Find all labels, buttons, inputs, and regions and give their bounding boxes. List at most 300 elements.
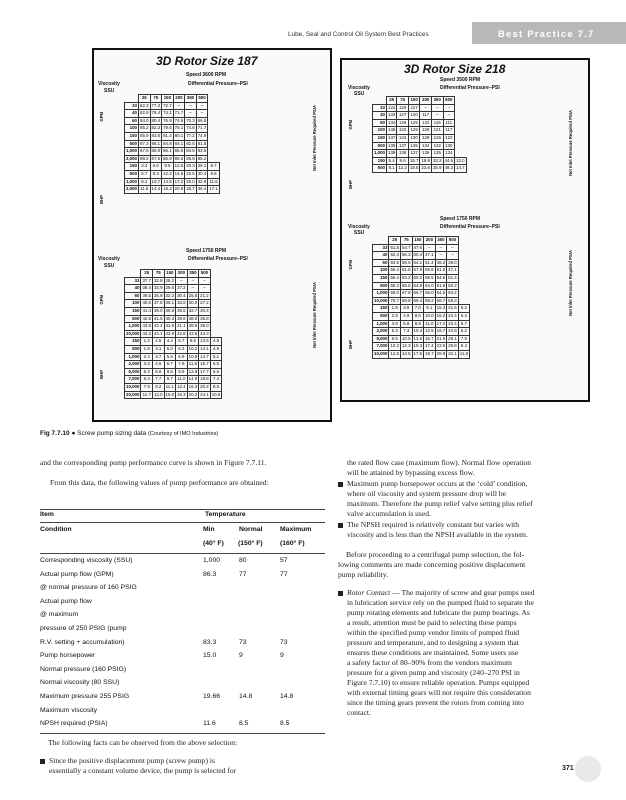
gpm-value-cell: 74.9 xyxy=(196,132,208,140)
bhp-value-cell: 7.7 xyxy=(152,376,164,384)
gpm-value-cell: – xyxy=(199,285,211,293)
row-max: 8.5 xyxy=(280,720,290,728)
pressure-col-header: 25 xyxy=(141,270,153,278)
gpm-value-cell: 39.6 xyxy=(176,315,188,323)
viscosity-cell: 150 xyxy=(373,157,387,165)
bhp-value-cell: 23.4 xyxy=(447,320,459,328)
gpm-value-cell: 42.8 xyxy=(141,315,153,323)
performance-row xyxy=(40,625,325,635)
gpm-row xyxy=(125,125,220,133)
bhp-value-cell: 11.8 xyxy=(187,361,199,369)
gpm-value-cell: 64.0 xyxy=(424,282,436,290)
gpm-row xyxy=(373,297,470,305)
viscosity-cell: 1,000 xyxy=(373,320,389,328)
gpm-value-cell: 37.8 xyxy=(152,300,164,308)
gpm-value-cell: 88.2 xyxy=(139,155,151,163)
table-top-rule xyxy=(40,509,325,510)
gpm-value-cell: 71.7 xyxy=(173,110,185,118)
gpm-value-cell: 36.8 xyxy=(164,307,176,315)
gpm-value-cell: 58.5 xyxy=(424,274,436,282)
gpm-value-cell: 86.1 xyxy=(150,140,162,148)
bhp-value-cell: 16.3 xyxy=(176,391,188,399)
gpm-value-cell: 72.7 xyxy=(162,102,174,110)
rotor-187-table-1750 xyxy=(124,269,222,399)
bhp-value-cell: 11.1 xyxy=(164,383,176,391)
gpm-value-cell: 127 xyxy=(397,112,409,120)
gpm-value-cell: 43.5 xyxy=(187,330,199,338)
bhp-value-cell: 4.4 xyxy=(164,338,176,346)
bhp-value-cell: 7.9 xyxy=(176,361,188,369)
gpm-value-cell: 82.3 xyxy=(150,125,162,133)
pressure-col-header: 25 xyxy=(389,237,401,245)
viscosity-cell: 60 xyxy=(373,119,387,127)
gpm-value-cell: 85.2 xyxy=(196,155,208,163)
bhp-value-cell: 32.1 xyxy=(447,350,459,358)
row-label: NPSH required (PSIA) xyxy=(40,720,108,728)
row-label: Actual pump flow (GPM) xyxy=(40,570,114,578)
bhp-value-cell: 15.7 xyxy=(408,157,420,165)
table-header-row xyxy=(125,270,222,278)
gpm-value-cell: 85.2 xyxy=(139,125,151,133)
table-bottom-rule xyxy=(40,733,325,734)
row-label: Maximum pressure 255 PSIG xyxy=(40,693,130,700)
viscosity-cell: 1,000 xyxy=(373,150,387,158)
row-max: 9 xyxy=(280,652,284,660)
page-number-badge xyxy=(575,756,601,782)
viscosity-cell: 2,000 xyxy=(125,155,139,163)
viscosity-cell: 500 xyxy=(373,165,387,173)
head-max-temp: (160° F) xyxy=(280,540,305,547)
row-normal: 14.8 xyxy=(239,693,253,700)
bhp-value-cell: 9.6 xyxy=(397,157,409,165)
gpm-value-cell: 38.0 xyxy=(187,315,199,323)
bhp-value-cell: 15.3 xyxy=(435,305,447,313)
bhp-value-cell: 6.3 xyxy=(176,345,188,353)
bhp-value-cell: 14.6 xyxy=(162,178,174,186)
bhp-value-cell: 17.2 xyxy=(173,178,185,186)
gpm-value-cell: 28.2 xyxy=(164,277,176,285)
gpm-value-cell: 44.1 xyxy=(152,330,164,338)
table-head-row-2 xyxy=(40,526,325,536)
gpm-row xyxy=(373,104,467,112)
running-header: Lube, Seal and Control Oil System Best Practices xyxy=(288,31,429,38)
bhp-value-cell: 14.1 xyxy=(199,345,211,353)
bhp-value-cell: 15.3 xyxy=(412,343,424,351)
bhp-value-cell: 5.0 xyxy=(164,345,176,353)
gpm-value-cell: 61.9 xyxy=(435,282,447,290)
viscosity-cell: 500 xyxy=(373,282,389,290)
head-normal: Normal xyxy=(239,526,263,533)
caption-source: (Courtesy of IMO Industries) xyxy=(148,431,219,437)
head-maximum: Maximum xyxy=(280,526,312,533)
bhp-value-cell: 11.0 xyxy=(424,320,436,328)
npsh-cell: 4.8 xyxy=(210,338,222,346)
gpm-value-cell: 71.7 xyxy=(196,125,208,133)
bhp-value-cell: 3.4 xyxy=(139,163,151,171)
bullet-4-term: Rotor Contact xyxy=(347,588,391,597)
bullet-4-line-5: within the specified pump vendor limits of pumped fluid xyxy=(347,628,520,637)
gpm-value-cell: 54.6 xyxy=(435,274,447,282)
gpm-value-cell: 137 xyxy=(408,150,420,158)
bhp-value-cell: 10.2 xyxy=(187,345,199,353)
bhp-value-cell: 17.2 xyxy=(435,320,447,328)
bhp-value-cell: 19.8 xyxy=(420,157,432,165)
npsh-cell: 5.4 xyxy=(458,312,469,320)
bullet-2-line-4: valve accumulation is used. xyxy=(347,509,431,518)
gpm-value-cell: 67.8 xyxy=(400,290,412,298)
viscosity-cell: 500 xyxy=(125,140,139,148)
gpm-value-cell: 43.3 xyxy=(199,330,211,338)
bullet-marker xyxy=(338,591,343,596)
bhp-row xyxy=(373,335,470,343)
bhp-value-cell: 18.3 xyxy=(162,186,174,194)
gpm-value-cell: 42.4 xyxy=(152,323,164,331)
gpm-value-cell: 41.4 xyxy=(141,307,153,315)
gpm-value-cell: 61.5 xyxy=(389,244,401,252)
viscosity-cell: 500 xyxy=(125,345,141,353)
row-min: 11.6 xyxy=(203,720,216,728)
bhp-value-cell: 3.9 xyxy=(400,305,412,313)
rotor-218-table-1750 xyxy=(372,236,470,359)
gpm-row xyxy=(373,112,467,120)
bullet-marker xyxy=(40,759,45,764)
viscosity-cell: 33 xyxy=(125,102,139,110)
row-normal: 8.5 xyxy=(239,720,249,728)
bullet-2-line-1 xyxy=(338,479,527,489)
gpm-value-cell: 81.8 xyxy=(196,140,208,148)
bhp-value-cell: 23.6 xyxy=(420,165,432,173)
bhp-value-cell: 3.1 xyxy=(152,345,164,353)
row-min: 15.0 xyxy=(203,652,217,660)
page-number: 371 xyxy=(562,765,574,772)
bhp-row xyxy=(125,353,222,361)
row-min: 1,000 xyxy=(203,557,221,564)
gpm-value-cell: 81.4 xyxy=(162,132,174,140)
gpm-label-4: GPM xyxy=(348,260,353,270)
gpm-row xyxy=(125,277,222,285)
gpm-value-cell: 35.9 xyxy=(152,292,164,300)
bhp-value-cell: 28.1 xyxy=(447,335,459,343)
bullet-4-line-2: in lubrication service rely on the pumped fluid to separate the xyxy=(347,598,534,607)
gpm-value-cell: 126 xyxy=(420,127,432,135)
viscosity-cell: 7,000 xyxy=(373,343,389,351)
rotor-218-panel xyxy=(340,58,590,402)
viscosity-label: Viscosity xyxy=(98,81,120,87)
gpm-value-cell: 135 xyxy=(431,150,443,158)
table-head-bottom-rule xyxy=(40,553,325,554)
rotor-187-title: 3D Rotor Size 187 xyxy=(156,54,258,68)
gpm-value-cell: 136 xyxy=(420,150,432,158)
gpm-value-cell: 85.6 xyxy=(173,148,185,156)
pressure-col-header: 25 xyxy=(139,95,151,103)
gpm-value-cell: 51.0 xyxy=(435,267,447,275)
gpm-value-cell: 35.6 xyxy=(176,307,188,315)
para-before-3: pump reliability. xyxy=(338,570,389,579)
gpm-row xyxy=(125,307,222,315)
gpm-value-cell: 66.7 xyxy=(412,290,424,298)
gpm-value-cell: 77.2 xyxy=(185,132,197,140)
gpm-value-cell: 38.4 xyxy=(141,285,153,293)
bhp-value-cell: 5.9 xyxy=(400,320,412,328)
gpm-row xyxy=(373,142,467,150)
viscosity-cell: 33 xyxy=(373,104,387,112)
gpm-row xyxy=(373,150,467,158)
row-label: pressure of 250 PSIG (pump xyxy=(40,625,127,632)
diff-pressure-label-4: Differential Pressure–PSI xyxy=(440,224,500,230)
npsh-cell: 9.8 xyxy=(208,170,220,178)
bhp-value-cell: 5.7 xyxy=(176,338,188,346)
bhp-value-cell: 48.3 xyxy=(443,165,455,173)
gpm-value-cell: 130 xyxy=(443,142,455,150)
gpm-value-cell: 69.0 xyxy=(389,290,401,298)
gpm-value-cell: 87.8 xyxy=(139,148,151,156)
gpm-value-cell: 132 xyxy=(431,142,443,150)
row-min: 83.3 xyxy=(203,638,217,646)
gpm-value-cell: 86.9 xyxy=(150,148,162,156)
gpm-value-cell: 63.9 xyxy=(389,259,401,267)
gpm-value-cell: 30.4 xyxy=(199,307,211,315)
bhp-value-cell: 12.2 xyxy=(162,170,174,178)
gpm-value-cell: 66.0 xyxy=(424,290,436,298)
bullet-4-line-7: ensures these conditions are maintained. Some users use xyxy=(347,648,519,657)
pressure-col-header: 25 xyxy=(387,97,397,105)
bullet-marker xyxy=(338,482,343,487)
bhp-row xyxy=(125,391,222,399)
bhp-value-cell: 36.4 xyxy=(196,186,208,194)
header-blank-cell xyxy=(125,270,141,278)
gpm-value-cell: 78.4 xyxy=(150,110,162,118)
pressure-col-header: 150 xyxy=(408,97,420,105)
bhp-value-cell: 18.5 xyxy=(408,165,420,173)
bullet-1-line-2: essentially a constant volume device, the pump is selected for xyxy=(49,766,237,775)
row-normal: 9 xyxy=(239,652,243,660)
viscosity-cell: 100 xyxy=(125,125,139,133)
bhp-value-cell: 44.6 xyxy=(443,157,455,165)
bhp-value-cell: 5.3 xyxy=(141,368,153,376)
gpm-value-cell: 117 xyxy=(420,112,432,120)
gpm-value-cell: 74.1 xyxy=(162,110,174,118)
caption-bullet: ● xyxy=(71,430,78,437)
gpm-value-cell: 83.6 xyxy=(150,132,162,140)
viscosity-cell: 2,000 xyxy=(373,328,389,336)
gpm-value-cell: 65.4 xyxy=(389,267,401,275)
viscosity-label-4: Viscosity xyxy=(348,224,370,230)
table-header-row xyxy=(373,97,467,105)
rotor-218-table-3500 xyxy=(372,96,467,173)
npsh-cell: 9.4 xyxy=(458,343,469,351)
bullet-4-line-4: a result, attention must be paid to selecting these pumps xyxy=(347,618,517,627)
gpm-value-cell: 50.4 xyxy=(412,252,424,260)
bhp-value-cell: 28.1 xyxy=(196,163,208,171)
bullet-3-line-1 xyxy=(338,520,519,530)
gpm-value-cell: 85.8 xyxy=(185,155,197,163)
gpm-value-cell: 35.1 xyxy=(164,300,176,308)
row-label: Normal viscosity (80 SSU) xyxy=(40,679,120,687)
bhp-value-cell: 11.7 xyxy=(141,391,153,399)
rotor-187-panel xyxy=(92,48,332,422)
speed-1750-b: Speed 1750 RPM xyxy=(440,216,481,222)
diff-pressure-label-3: Differential Pressure–PSI xyxy=(440,85,500,91)
performance-row xyxy=(40,679,325,689)
pressure-col-header: 75 xyxy=(150,95,162,103)
gpm-value-cell: 30.4 xyxy=(176,292,188,300)
bullet-3-line-2: viscosity and is less than the NPSH available in the system. xyxy=(347,530,528,539)
bhp-value-cell: 22.6 xyxy=(185,170,197,178)
gpm-value-cell: 83.6 xyxy=(196,148,208,156)
gpm-value-cell: – xyxy=(187,285,199,293)
gpm-value-cell: 122 xyxy=(387,104,397,112)
bhp-value-cell: 20.3 xyxy=(185,163,197,171)
bhp-value-cell: 12.3 xyxy=(400,343,412,351)
bhp-row xyxy=(125,383,222,391)
gpm-value-cell: 36.8 xyxy=(199,315,211,323)
gpm-value-cell: 129 xyxy=(420,134,432,142)
bhp-label-2: BHP xyxy=(99,370,104,379)
row-label: @ normal pressure of 160 PSIG xyxy=(40,584,137,592)
bhp-value-cell: 7.0 xyxy=(412,305,424,313)
bhp-value-cell: 8.1 xyxy=(387,165,397,173)
bhp-value-cell: 8.3 xyxy=(150,170,162,178)
gpm-value-cell: 115 xyxy=(431,119,443,127)
gpm-value-cell: 86.6 xyxy=(173,155,185,163)
bhp-value-cell: 20.9 xyxy=(173,186,185,194)
npsh-cell: 5.2 xyxy=(458,305,469,313)
gpm-value-cell: 41.1 xyxy=(176,323,188,331)
speed-1750: Speed 1750 RPM xyxy=(186,248,227,254)
bhp-value-cell: 13.6 xyxy=(412,335,424,343)
gpm-value-cell: 87.3 xyxy=(139,140,151,148)
npsh-label: Net Inlet Pressure Required PSIA xyxy=(312,105,317,171)
bhp-value-cell: 13.5 xyxy=(199,338,211,346)
gpm-value-cell: 25.8 xyxy=(187,292,199,300)
row-label: Maximum viscosity xyxy=(40,706,98,714)
npsh-label-4: Net Inlet Pressure Required PSIA xyxy=(568,250,573,316)
header-blank-cell xyxy=(373,237,389,245)
viscosity-cell: 150 xyxy=(373,305,389,313)
gpm-value-cell: 42.8 xyxy=(176,330,188,338)
gpm-value-cell: 68.3 xyxy=(389,282,401,290)
gpm-label: GPM xyxy=(99,112,104,122)
gpm-row xyxy=(373,127,467,135)
pressure-col-header: 350 xyxy=(431,97,443,105)
row-normal: 77 xyxy=(239,570,247,578)
viscosity-label-3: Viscosity xyxy=(348,85,370,91)
viscosity-cell: 150 xyxy=(373,134,387,142)
bhp-value-cell: 12.2 xyxy=(397,165,409,173)
bhp-value-cell: 32.8 xyxy=(196,178,208,186)
gpm-value-cell: 55.8 xyxy=(424,267,436,275)
gpm-value-cell: 137 xyxy=(397,142,409,150)
viscosity-cell: 10,000 xyxy=(125,383,141,391)
pressure-col-header: 500 xyxy=(443,97,455,105)
bhp-value-cell: 14.9 xyxy=(187,376,199,384)
performance-row xyxy=(40,652,325,662)
gpm-value-cell: 70.3 xyxy=(185,117,197,125)
viscosity-cell: 1,000 xyxy=(125,323,141,331)
gpm-value-cell: 121 xyxy=(431,127,443,135)
gpm-label-3: GPM xyxy=(348,120,353,130)
bullet-2-line-2: where oil viscosity and system pressure drop will be xyxy=(347,489,507,498)
bhp-value-cell: 22.4 xyxy=(447,312,459,320)
gpm-value-cell: 27.2 xyxy=(176,285,188,293)
bhp-value-cell: 19.7 xyxy=(424,350,436,358)
gpm-value-cell: 86.9 xyxy=(162,155,174,163)
bhp-value-cell: 12.5 xyxy=(389,350,401,358)
gpm-row xyxy=(125,323,222,331)
bhp-value-cell: 9.9 xyxy=(162,163,174,171)
pressure-col-header: 500 xyxy=(447,237,459,245)
viscosity-cell: 150 xyxy=(373,274,389,282)
viscosity-cell: 10,000 xyxy=(373,350,389,358)
table-header-row xyxy=(373,237,470,245)
bhp-value-cell: 28.7 xyxy=(185,186,197,194)
bullet-marker xyxy=(338,523,343,528)
gpm-value-cell: – xyxy=(431,112,443,120)
bhp-value-cell: 16.2 xyxy=(435,312,447,320)
gpm-value-cell: 61.6 xyxy=(400,267,412,275)
row-label: Normal pressure (160 PSIG) xyxy=(40,665,127,673)
row-label: Corresponding viscosity (SSU) xyxy=(40,557,133,564)
viscosity-cell: 5,000 xyxy=(373,335,389,343)
ssu-label: SSU xyxy=(104,88,115,94)
gpm-value-cell: – xyxy=(431,104,443,112)
gpm-value-cell: 138 xyxy=(397,150,409,158)
bhp-value-cell: 10.6 xyxy=(400,335,412,343)
bhp-row xyxy=(373,328,470,336)
gpm-value-cell: 39.0 xyxy=(199,323,211,331)
gpm-value-cell: 54.1 xyxy=(412,259,424,267)
bullet-4-line-8: a safety factor of 80–90% from the vendors maximum xyxy=(347,658,512,667)
row-label: @ maximum xyxy=(40,611,79,619)
gpm-value-cell: 79.6 xyxy=(162,125,174,133)
gpm-value-cell: 129 xyxy=(397,119,409,127)
section-label: Best Practice 7.7 xyxy=(498,29,595,40)
bhp-value-cell: 30.4 xyxy=(196,170,208,178)
bhp-value-cell: 12.4 xyxy=(176,383,188,391)
gpm-value-cell: – xyxy=(196,110,208,118)
bhp-value-cell: 17.6 xyxy=(412,350,424,358)
figure-caption xyxy=(40,430,218,437)
bhp-value-cell: 21.9 xyxy=(435,335,447,343)
gpm-row xyxy=(373,134,467,142)
gpm-value-cell: 54.7 xyxy=(400,244,412,252)
npsh-cell: 17.1 xyxy=(208,186,220,194)
npsh-cell: 11.6 xyxy=(208,178,220,186)
gpm-value-cell: 62.4 xyxy=(389,252,401,260)
gpm-value-cell: 69.4 xyxy=(412,297,424,305)
row-max: 77 xyxy=(280,570,288,578)
gpm-value-cell: 69.2 xyxy=(424,297,436,305)
viscosity-cell: 33 xyxy=(125,277,141,285)
caption-number: Fig 7.7.10 xyxy=(40,430,70,437)
ssu-label-4: SSU xyxy=(354,230,365,236)
gpm-value-cell: 87.6 xyxy=(150,155,162,163)
gpm-value-cell: – xyxy=(185,110,197,118)
bhp-value-cell: 3.8 xyxy=(389,320,401,328)
gpm-value-cell: 39.5 xyxy=(141,292,153,300)
para-before-1: Before proceeding to a centrifugal pump selection, the fol- xyxy=(346,550,525,559)
bhp-value-cell: 15.7 xyxy=(424,335,436,343)
row-label: Actual pump flow xyxy=(40,597,92,605)
gpm-value-cell: – xyxy=(196,102,208,110)
gpm-value-cell: 58.9 xyxy=(400,259,412,267)
bhp-value-cell: 10.0 xyxy=(424,312,436,320)
npsh-cell: 10.6 xyxy=(210,391,222,399)
row-min: 86.3 xyxy=(203,570,217,578)
head-item: Item xyxy=(40,511,54,518)
gpm-value-cell: 120 xyxy=(408,112,420,120)
gpm-value-cell: 137 xyxy=(387,134,397,142)
